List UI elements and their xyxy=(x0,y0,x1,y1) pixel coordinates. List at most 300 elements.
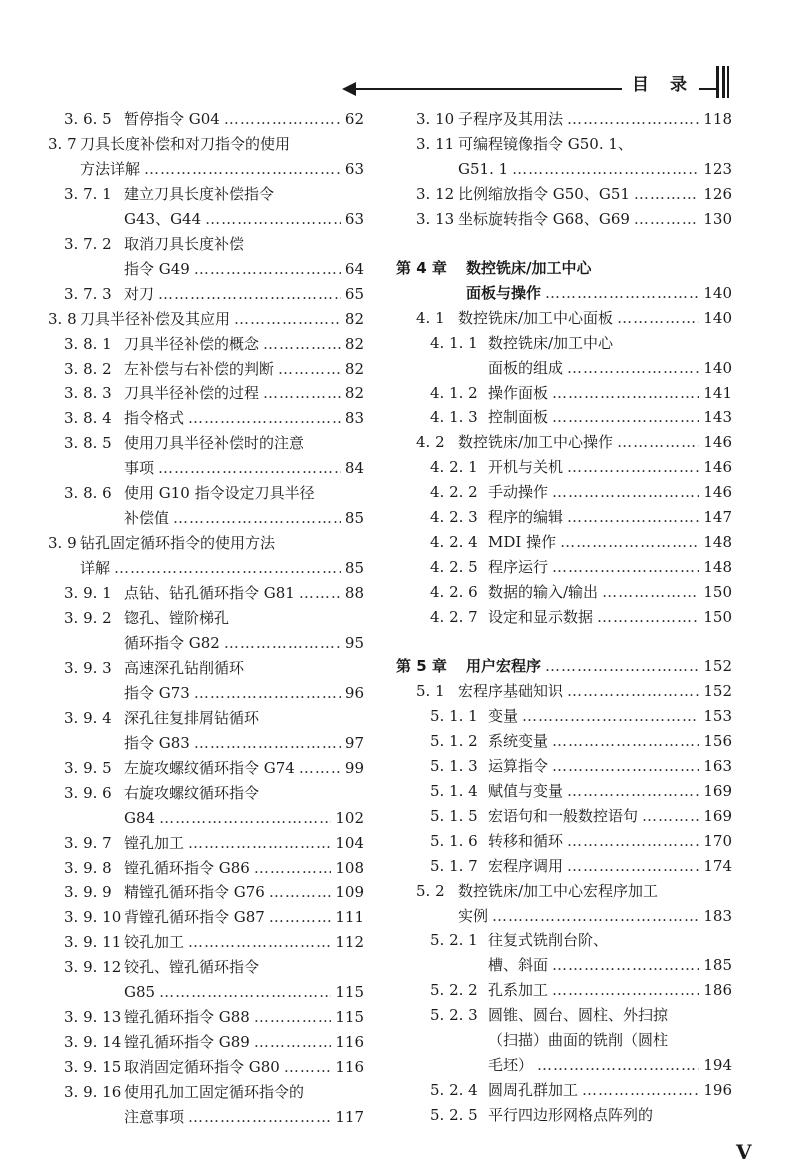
toc-entry[interactable] xyxy=(64,430,364,456)
toc-entry[interactable] xyxy=(430,927,732,953)
toc-page-number: 63 xyxy=(344,209,364,228)
toc-number: 4. 2. 4 xyxy=(430,533,478,552)
toc-entry[interactable] xyxy=(430,1002,732,1028)
toc-page-number: 150 xyxy=(703,583,732,602)
toc-entry[interactable] xyxy=(48,306,364,332)
toc-title: G84 xyxy=(124,808,156,827)
toc-title: 指令 G73 xyxy=(124,683,190,702)
toc-entry[interactable] xyxy=(430,479,732,505)
toc-title: 事项 xyxy=(124,459,155,478)
toc-page-number: 170 xyxy=(703,831,732,850)
toc-page-number: 109 xyxy=(335,883,364,902)
toc-page-number: 174 xyxy=(703,856,732,875)
toc-number: 第 4 章 xyxy=(396,258,447,277)
toc-number: 5. 1. 2 xyxy=(430,731,478,750)
toc-title: 钻孔固定循环指令的使用方法 xyxy=(80,534,276,553)
toc-entry[interactable] xyxy=(430,330,732,356)
toc-title: 点钻、钻孔循环指令 G81 xyxy=(124,584,295,603)
toc-entry[interactable] xyxy=(64,904,364,930)
toc-number: 5. 1. 4 xyxy=(430,781,478,800)
toc-title: 实例 xyxy=(458,906,489,925)
dot-leader xyxy=(224,630,341,656)
toc-title: 宏语句和一般数控语句 xyxy=(488,806,639,825)
toc-title: （扫描）曲面的铣削（圆柱 xyxy=(488,1031,669,1050)
dot-leader xyxy=(597,604,699,630)
toc-title: 往复式铣削台阶、 xyxy=(488,931,609,950)
dot-leader xyxy=(552,977,699,1003)
toc-number: 3. 9. 14 xyxy=(64,1033,122,1052)
toc-number: 3. 9. 1 xyxy=(64,584,112,603)
toc-title: 数控铣床/加工中心面板 xyxy=(458,308,614,327)
toc-chapter-entry[interactable] xyxy=(396,255,732,281)
toc-number: 第 5 章 xyxy=(396,657,447,675)
toc-number: 3. 8. 5 xyxy=(64,434,112,453)
toc-title: 面板与操作 xyxy=(466,283,542,302)
dot-leader xyxy=(254,1029,332,1055)
dot-leader xyxy=(560,529,699,555)
toc-page-number: 62 xyxy=(344,110,364,128)
dot-leader xyxy=(567,454,699,480)
toc-number: 3. 10 xyxy=(416,110,455,128)
toc-entry[interactable] xyxy=(430,604,732,630)
toc-entry[interactable] xyxy=(64,879,364,905)
dot-leader xyxy=(194,256,341,282)
toc-number: 4. 2. 1 xyxy=(430,458,478,477)
toc-page-number: 116 xyxy=(335,1033,364,1052)
toc-entry[interactable] xyxy=(64,705,364,731)
dot-leader xyxy=(159,979,331,1005)
toc-page-number: 156 xyxy=(703,731,732,750)
toc-page-number: 117 xyxy=(335,1108,364,1126)
dot-leader xyxy=(299,580,341,606)
toc-entry[interactable] xyxy=(430,380,732,406)
dot-leader xyxy=(545,280,699,306)
toc-page-number: 116 xyxy=(335,1058,364,1077)
toc-entry[interactable] xyxy=(430,579,732,605)
toc-page-number: 153 xyxy=(703,706,732,725)
toc-title: 注意事项 xyxy=(124,1108,185,1126)
toc-title: 指令格式 xyxy=(124,409,185,428)
toc-entry[interactable] xyxy=(124,1104,364,1130)
toc-number: 5. 1. 6 xyxy=(430,831,478,850)
toc-title: 刀具长度补偿和对刀指令的使用 xyxy=(80,134,291,153)
toc-title: 数控铣床/加工中心 xyxy=(488,333,614,352)
toc-page-number: 82 xyxy=(344,334,364,353)
toc-entry[interactable] xyxy=(80,555,364,581)
dot-leader xyxy=(552,404,699,430)
toc-entry[interactable] xyxy=(124,455,364,481)
toc-number: 3. 9. 13 xyxy=(64,1008,122,1027)
toc-entry[interactable] xyxy=(430,828,732,854)
toc-entry[interactable] xyxy=(124,256,364,282)
toc-entry[interactable] xyxy=(64,181,364,207)
toc-page-number: 108 xyxy=(335,858,364,877)
toc-page-number: 126 xyxy=(703,184,732,203)
dot-leader xyxy=(188,929,331,955)
dot-leader xyxy=(617,305,699,331)
toc-title: 精镗孔循环指令 G76 xyxy=(124,883,265,902)
dot-leader xyxy=(552,753,699,779)
dot-leader xyxy=(194,680,341,706)
toc-number: 3. 7. 3 xyxy=(64,284,112,303)
dot-leader xyxy=(634,206,699,232)
toc-entry[interactable] xyxy=(80,156,364,182)
toc-number: 3. 9. 4 xyxy=(64,708,112,727)
toc-entry[interactable] xyxy=(430,803,732,829)
toc-page-number: 186 xyxy=(703,981,732,1000)
toc-title: 控制面板 xyxy=(488,408,549,427)
toc-number: 3. 9. 6 xyxy=(64,783,112,802)
toc-title: 镗孔循环指令 G88 xyxy=(124,1008,250,1027)
toc-page-number: 112 xyxy=(335,933,364,952)
toc-page-number: 85 xyxy=(344,559,364,578)
toc-title: 使用孔加工固定循环指令的 xyxy=(124,1083,305,1102)
toc-entry[interactable] xyxy=(64,1079,364,1105)
toc-title: 镗孔循环指令 G89 xyxy=(124,1033,250,1052)
toc-number: 4. 1. 1 xyxy=(430,333,478,352)
toc-page-number: 83 xyxy=(344,409,364,428)
toc-entry[interactable] xyxy=(430,1077,732,1103)
dot-leader xyxy=(114,555,341,581)
dot-leader xyxy=(545,653,699,679)
toc-page-number: 115 xyxy=(335,983,364,1002)
toc-page-number: 123 xyxy=(703,159,732,178)
toc-page-number: 150 xyxy=(703,608,732,627)
toc-page-number: 148 xyxy=(703,533,732,552)
toc-title: 宏程序调用 xyxy=(488,856,564,875)
toc-number: 3. 6. 5 xyxy=(64,110,112,128)
toc-number: 4. 2. 2 xyxy=(430,483,478,502)
toc-number: 3. 8. 6 xyxy=(64,484,112,503)
toc-title: 槽、斜面 xyxy=(488,956,549,975)
toc-page-number: 141 xyxy=(703,383,732,402)
toc-number: 3. 8 xyxy=(48,309,77,328)
toc-chapter-entry[interactable] xyxy=(466,280,732,306)
toc-number: 3. 9 xyxy=(48,534,77,553)
toc-number: 3. 8. 1 xyxy=(64,334,112,353)
toc-title: 子程序及其用法 xyxy=(458,110,564,128)
toc-page-number: 196 xyxy=(703,1081,732,1100)
toc-number: 5. 1. 5 xyxy=(430,806,478,825)
toc-number: 3. 9. 16 xyxy=(64,1083,122,1102)
toc-number: 3. 13 xyxy=(416,209,455,228)
dot-leader xyxy=(537,1052,699,1078)
toc-title: 毛坯） xyxy=(488,1056,534,1075)
toc-entry[interactable] xyxy=(64,954,364,980)
toc-page-number: 146 xyxy=(703,483,732,502)
toc-title: 使用刀具半径补偿时的注意 xyxy=(124,434,305,453)
toc-entry[interactable] xyxy=(416,131,732,157)
toc-entry[interactable] xyxy=(430,703,732,729)
toc-entry[interactable] xyxy=(124,630,364,656)
toc-entry[interactable] xyxy=(430,728,732,754)
dot-leader xyxy=(254,1004,332,1030)
toc-number: 5. 2. 3 xyxy=(430,1006,478,1025)
toc-page-number: 84 xyxy=(344,459,364,478)
toc-page-number: 82 xyxy=(344,359,364,378)
toc-title: G43、G44 xyxy=(124,209,202,228)
toc-title: 平行四边形网格点阵列的 xyxy=(488,1106,654,1125)
toc-title: 圆周孔群加工 xyxy=(488,1081,579,1100)
toc-title: 高速深孔钻削循环 xyxy=(124,658,245,677)
dot-leader xyxy=(173,505,341,531)
dot-leader xyxy=(567,355,699,381)
toc-page-number: 152 xyxy=(703,681,732,700)
toc-page-number: 65 xyxy=(344,284,364,303)
dot-leader xyxy=(278,356,341,382)
dot-leader xyxy=(269,904,332,930)
toc-entry[interactable] xyxy=(416,181,732,207)
toc-entry[interactable] xyxy=(430,778,732,804)
toc-entry[interactable] xyxy=(64,780,364,806)
toc-number: 3. 7 xyxy=(48,134,77,153)
toc-entry[interactable] xyxy=(64,1004,364,1030)
toc-entry[interactable] xyxy=(64,281,364,307)
toc-title: 孔系加工 xyxy=(488,981,549,1000)
toc-page-number: 152 xyxy=(703,657,732,675)
toc-title: 左旋攻螺纹循环指令 G74 xyxy=(124,758,295,777)
toc-entry[interactable] xyxy=(124,206,364,232)
toc-page-number: 148 xyxy=(703,558,732,577)
toc-entry[interactable] xyxy=(64,755,364,781)
toc-title: 指令 G83 xyxy=(124,733,190,752)
toc-number: 3. 8. 3 xyxy=(64,384,112,403)
toc-entry[interactable] xyxy=(64,231,364,257)
toc-entry[interactable] xyxy=(416,878,732,904)
toc-entry[interactable] xyxy=(430,554,732,580)
toc-title: 取消固定循环指令 G80 xyxy=(124,1058,280,1077)
toc-entry[interactable] xyxy=(64,356,364,382)
toc-entry[interactable] xyxy=(488,1027,732,1053)
dot-leader xyxy=(617,429,699,455)
toc-page-number: 194 xyxy=(703,1056,732,1075)
toc-entry[interactable] xyxy=(124,680,364,706)
dot-leader xyxy=(567,853,699,879)
toc-title: 数控铣床/加工中心宏程序加工 xyxy=(458,881,659,900)
toc-page-number: 85 xyxy=(344,509,364,528)
toc-number: 4. 1. 2 xyxy=(430,383,478,402)
toc-number: 4. 2. 7 xyxy=(430,608,478,627)
toc-title: 镗孔加工 xyxy=(124,833,185,852)
toc-title: 操作面板 xyxy=(488,383,549,402)
toc-number: 3. 7. 1 xyxy=(64,184,112,203)
toc-title: 设定和显示数据 xyxy=(488,608,594,627)
toc-page-number: 64 xyxy=(344,259,364,278)
toc-number: 5. 1. 7 xyxy=(430,856,478,875)
toc-page-number: 146 xyxy=(703,458,732,477)
toc-number: 3. 7. 2 xyxy=(64,234,112,253)
toc-entry[interactable] xyxy=(124,730,364,756)
dot-leader xyxy=(263,380,341,406)
toc-entry[interactable] xyxy=(430,404,732,430)
toc-title: 补偿值 xyxy=(124,509,170,528)
toc-entry[interactable] xyxy=(430,504,732,530)
toc-title: 指令 G49 xyxy=(124,259,190,278)
arrow-left-icon xyxy=(342,82,356,96)
toc-number: 3. 9. 3 xyxy=(64,658,112,677)
toc-entry[interactable] xyxy=(430,529,732,555)
dot-leader xyxy=(567,828,699,854)
toc-number: 5. 2. 5 xyxy=(430,1106,478,1125)
toc-entry[interactable] xyxy=(124,979,364,1005)
toc-entry[interactable] xyxy=(124,505,364,531)
dot-leader xyxy=(194,730,341,756)
toc-entry[interactable] xyxy=(430,753,732,779)
toc-entry[interactable] xyxy=(458,156,732,182)
toc-title: 比例缩放指令 G50、G51 xyxy=(458,184,630,203)
dot-leader xyxy=(269,879,332,905)
toc-title: 程序运行 xyxy=(488,558,549,577)
dot-leader xyxy=(284,1054,332,1080)
toc-entry[interactable] xyxy=(64,480,364,506)
toc-number: 3. 9. 15 xyxy=(64,1058,122,1077)
dot-leader xyxy=(492,903,699,929)
toc-entry[interactable] xyxy=(64,580,364,606)
toc-page-number: 111 xyxy=(335,908,364,927)
toc-entry[interactable] xyxy=(458,903,732,929)
toc-title: 铰孔、镗孔循环指令 xyxy=(124,958,260,977)
toc-entry[interactable] xyxy=(64,405,364,431)
toc-page-number: 115 xyxy=(335,1008,364,1027)
toc-number: 3. 9. 2 xyxy=(64,609,112,627)
toc-entry[interactable] xyxy=(48,131,364,157)
toc-entry[interactable] xyxy=(64,855,364,881)
dot-leader xyxy=(263,331,341,357)
toc-number: 4. 1. 3 xyxy=(430,408,478,427)
toc-entry[interactable] xyxy=(430,977,732,1003)
toc-entry[interactable] xyxy=(488,355,732,381)
toc-title: G85 xyxy=(124,983,156,1002)
toc-page-number: 88 xyxy=(344,584,364,603)
toc-entry[interactable] xyxy=(430,454,732,480)
toc-number: 3. 12 xyxy=(416,184,455,203)
toc-title: 数控铣床/加工中心操作 xyxy=(458,433,614,452)
toc-page-number: 96 xyxy=(344,683,364,702)
toc-entry[interactable] xyxy=(64,605,364,631)
toc-number: 3. 9. 11 xyxy=(64,933,122,952)
dot-leader xyxy=(602,579,699,605)
toc-entry[interactable] xyxy=(64,380,364,406)
toc-number: 3. 9. 5 xyxy=(64,758,112,777)
toc-number: 3. 8. 4 xyxy=(64,409,112,428)
toc-entry[interactable] xyxy=(416,206,732,232)
toc-title: 数据的输入/输出 xyxy=(488,583,599,602)
toc-title: 详解 xyxy=(80,559,111,578)
toc-entry[interactable] xyxy=(488,952,732,978)
toc-title: 背镗孔循环指令 G87 xyxy=(124,908,265,927)
dot-leader xyxy=(188,830,331,856)
toc-entry[interactable] xyxy=(430,853,732,879)
toc-page-number: 63 xyxy=(344,159,364,178)
toc-number: 3. 11 xyxy=(416,134,455,153)
toc-entry[interactable] xyxy=(416,305,732,331)
toc-title: 宏程序基础知识 xyxy=(458,681,564,700)
toc-page-number: 118 xyxy=(703,110,732,128)
dot-leader xyxy=(224,106,341,132)
toc-entry[interactable] xyxy=(430,1102,732,1128)
toc-page-number: 183 xyxy=(703,906,732,925)
toc-title: G51. 1 xyxy=(458,159,509,178)
toc-entry[interactable] xyxy=(64,830,364,856)
toc-title: 赋值与变量 xyxy=(488,781,564,800)
toc-title: 对刀 xyxy=(124,284,155,303)
header-bars-icon xyxy=(716,66,730,98)
toc-title: 转移和循环 xyxy=(488,831,564,850)
toc-title: 用户宏程序 xyxy=(466,657,542,675)
dot-leader xyxy=(512,156,699,182)
dot-leader xyxy=(158,281,341,307)
dot-leader xyxy=(582,1077,699,1103)
toc-title: 程序的编辑 xyxy=(488,508,564,527)
toc-page-number: 185 xyxy=(703,956,732,975)
toc-title: 可编程镜像指令 G50. 1、 xyxy=(458,134,633,153)
toc-page-number: 147 xyxy=(703,508,732,527)
toc-number: 3. 9. 12 xyxy=(64,958,122,977)
toc-page-number: 99 xyxy=(344,758,364,777)
toc-entry[interactable] xyxy=(64,929,364,955)
toc-page-number: 163 xyxy=(703,756,732,775)
dot-leader xyxy=(567,504,699,530)
toc-page-number: 143 xyxy=(703,408,732,427)
toc-title: 取消刀具长度补偿 xyxy=(124,234,245,253)
toc-number: 3. 9. 8 xyxy=(64,858,112,877)
dot-leader xyxy=(234,306,341,332)
dot-leader xyxy=(634,181,699,207)
toc-entry[interactable] xyxy=(64,331,364,357)
toc-entry[interactable] xyxy=(416,429,732,455)
toc-entry[interactable] xyxy=(64,655,364,681)
toc-number: 3. 9. 9 xyxy=(64,883,112,902)
toc-title: 暂停指令 G04 xyxy=(124,110,220,128)
toc-number: 4. 1 xyxy=(416,308,445,327)
toc-entry[interactable] xyxy=(416,106,732,132)
toc-number: 5. 1. 3 xyxy=(430,756,478,775)
toc-title: 变量 xyxy=(488,706,519,725)
toc-entry[interactable] xyxy=(64,1054,364,1080)
toc-entry[interactable] xyxy=(416,678,732,704)
toc-entry[interactable] xyxy=(124,805,364,831)
toc-page-number: 102 xyxy=(335,808,364,827)
toc-page-number: 82 xyxy=(344,384,364,403)
dot-leader xyxy=(159,805,331,831)
toc-chapter-entry[interactable] xyxy=(396,653,732,679)
toc-title: MDI 操作 xyxy=(488,533,557,552)
toc-title: 使用 G10 指令设定刀具半径 xyxy=(124,484,315,503)
dot-leader xyxy=(205,206,341,232)
toc-page-number: 82 xyxy=(344,309,364,328)
dot-leader xyxy=(254,855,332,881)
toc-number: 5. 2. 1 xyxy=(430,931,478,950)
toc-entry[interactable] xyxy=(48,530,364,556)
toc-page-number: 169 xyxy=(703,781,732,800)
dot-leader xyxy=(642,803,699,829)
toc-page-number: 146 xyxy=(703,433,732,452)
toc-entry[interactable] xyxy=(64,1029,364,1055)
toc-entry[interactable] xyxy=(488,1052,732,1078)
dot-leader xyxy=(188,405,341,431)
toc-number: 3. 8. 2 xyxy=(64,359,112,378)
dot-leader xyxy=(522,703,699,729)
page-number: V xyxy=(736,1140,752,1164)
toc-page-number: 95 xyxy=(344,633,364,652)
toc-title: 循环指令 G82 xyxy=(124,633,220,652)
toc-title: 深孔往复排屑钻循环 xyxy=(124,708,260,727)
dot-leader xyxy=(188,1104,331,1130)
toc-title: 左补偿与右补偿的判断 xyxy=(124,359,275,378)
toc-number: 5. 2. 4 xyxy=(430,1081,478,1100)
toc-title: 锪孔、镗阶梯孔 xyxy=(124,609,230,627)
toc-entry[interactable] xyxy=(64,106,364,132)
